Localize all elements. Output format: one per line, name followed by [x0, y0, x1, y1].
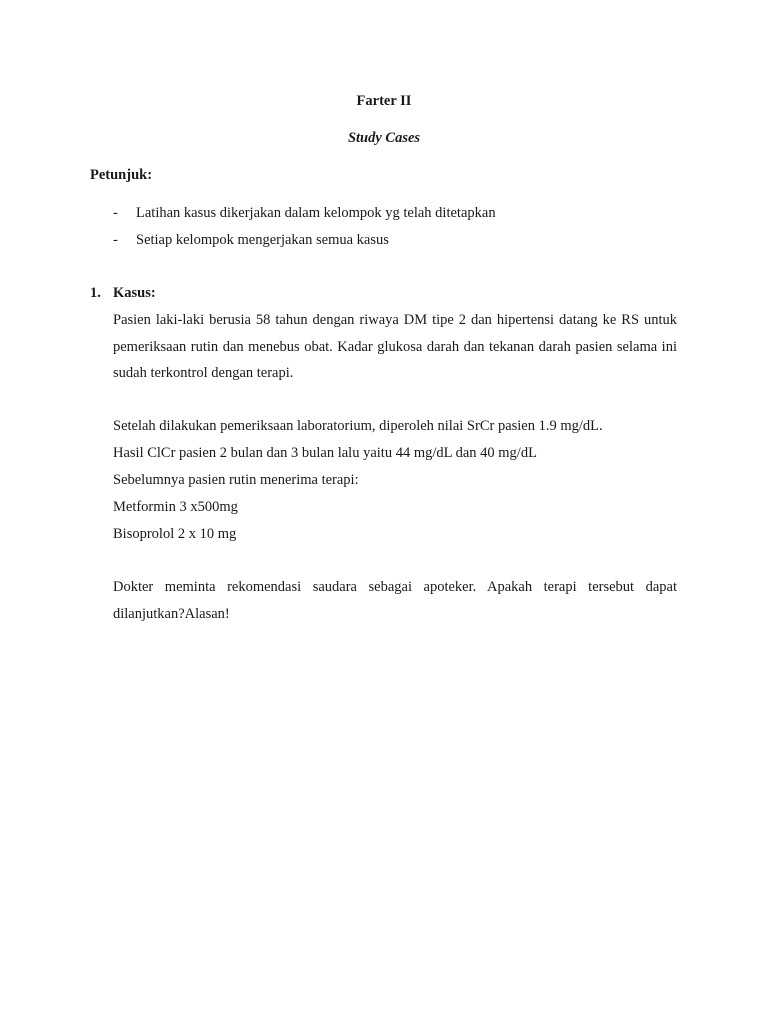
case-line: Setelah dilakukan pemeriksaan laboratorium, diperoleh nilai SrCr pasien 1.9 mg/dL. [113, 418, 603, 434]
case-line: Sebelumnya pasien rutin menerima terapi: [113, 472, 359, 488]
case-number: 1. [90, 285, 101, 301]
document-subtitle: Study Cases [347, 130, 421, 146]
case-paragraph: Pasien laki-laki berusia 58 tahun dengan riwaya DM tipe 2 dan hipertensi datang ke RS untuk pemeriksaan rutin dan menebus obat. Kadar glukosa darah dan tekanan darah pasien selama ini sudah terkontrol dengan terapi. [113, 312, 677, 381]
document-title: Farter II [356, 93, 412, 109]
case-question: Dokter meminta rekomendasi saudara sebagai apoteker. Apakah terapi tersebut dapat dilanjutkan?Alasan! [113, 579, 677, 622]
instruction-item: Setiap kelompok mengerjakan semua kasus [136, 232, 389, 248]
case-label: Kasus: [113, 285, 156, 301]
case-line: Bisoprolol 2 x 10 mg [113, 526, 237, 542]
bullet-marker: - [113, 232, 118, 248]
bullet-marker: - [113, 205, 118, 221]
case-line: Metformin 3 x500mg [113, 499, 238, 515]
instructions-heading: Petunjuk: [90, 167, 153, 183]
case-line: Hasil ClCr pasien 2 bulan dan 3 bulan lalu yaitu 44 mg/dL dan 40 mg/dL [113, 445, 537, 461]
instruction-item: Latihan kasus dikerjakan dalam kelompok yg telah ditetapkan [136, 205, 496, 221]
